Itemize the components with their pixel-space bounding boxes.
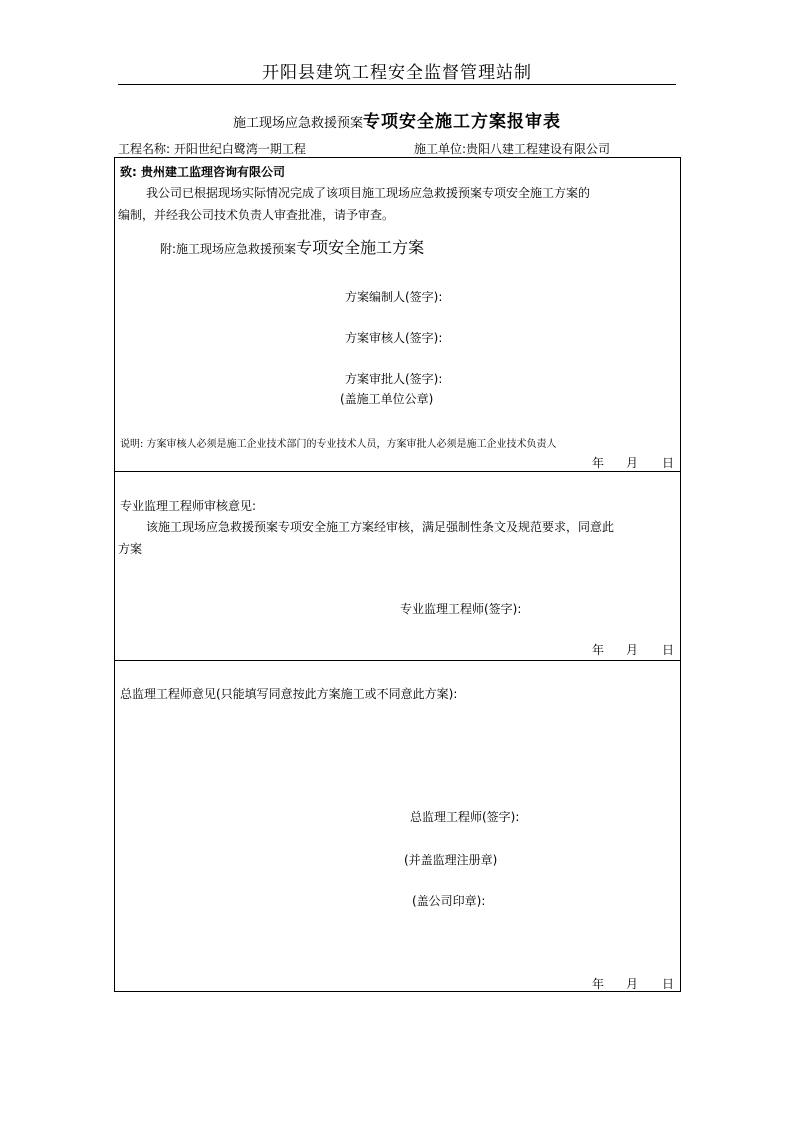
issuer-header: 开阳县建筑工程安全监督管理站制	[262, 63, 532, 83]
explanation-note: 说明: 方案审核人必须是施工企业技术部门的专业技术人员，方案审批人必须是施工企业技术负责人	[120, 439, 557, 450]
attachment-line	[160, 235, 424, 258]
addressee-label: 致:	[120, 165, 137, 179]
engineer-opinion-heading: 专业监理工程师审核意见:	[120, 499, 257, 513]
date-year: 年	[592, 643, 605, 657]
form-table	[114, 157, 681, 992]
date-year: 年	[592, 456, 605, 470]
project-label: 工程名称:	[118, 142, 171, 156]
approver-signature: 方案审批人(签字):	[345, 372, 443, 386]
company-seal-note: (盖公司印章):	[412, 894, 486, 908]
date-year: 年	[592, 977, 605, 991]
project-field	[118, 140, 306, 157]
date-day: 日	[662, 643, 675, 657]
contractor-name: 贵阳八建工程建设有限公司	[466, 142, 611, 156]
reviewer-signature: 方案审核人(签字):	[345, 331, 443, 345]
addressee-name: 贵州建工监理咨询有限公司	[141, 165, 286, 179]
engineer-signature: 专业监理工程师(签字):	[400, 602, 522, 616]
date-month: 月	[626, 643, 639, 657]
register-seal-note: (并盖监理注册章)	[404, 853, 498, 867]
date-day: 日	[662, 456, 675, 470]
engineer-opinion-line1: 该施工现场应急救援预案专项安全施工方案经审核，满足强制性条文及规范要求，同意此	[146, 520, 615, 534]
header-rule	[118, 84, 676, 85]
submission-body-line1: 我公司已根据现场实际情况完成了该项目施工现场应急救援预案专项安全施工方案的	[146, 186, 591, 200]
date-month: 月	[626, 977, 639, 991]
form-title	[0, 107, 794, 132]
chief-opinion-heading: 总监理工程师意见(只能填写同意按此方案施工或不同意此方案):	[120, 687, 458, 701]
title-prefix: 施工现场应急救援预案	[232, 116, 363, 131]
attachment-main: 专项安全施工方案	[296, 238, 425, 257]
compiler-signature: 方案编制人(签字):	[345, 290, 443, 304]
engineer-opinion-line2: 方案	[118, 542, 143, 556]
submission-body-line2: 编制，并经我公司技术负责人审查批准，请予审查。	[118, 208, 395, 222]
addressee	[120, 163, 285, 180]
section-divider-1	[114, 471, 681, 472]
contractor-field	[414, 140, 610, 157]
attachment-label: 附:	[160, 242, 177, 256]
project-name: 开阳世纪白鹭湾一期工程	[173, 142, 306, 156]
chief-signature: 总监理工程师(签字):	[410, 810, 520, 824]
title-main: 专项安全施工方案报审表	[363, 112, 561, 132]
contractor-seal-note: (盖施工单位公章)	[340, 392, 434, 406]
section-divider-2	[114, 660, 681, 661]
date-day: 日	[662, 977, 675, 991]
contractor-label: 施工单位:	[414, 142, 467, 156]
date-month: 月	[626, 456, 639, 470]
attachment-prefix: 施工现场应急救援预案	[176, 242, 297, 256]
